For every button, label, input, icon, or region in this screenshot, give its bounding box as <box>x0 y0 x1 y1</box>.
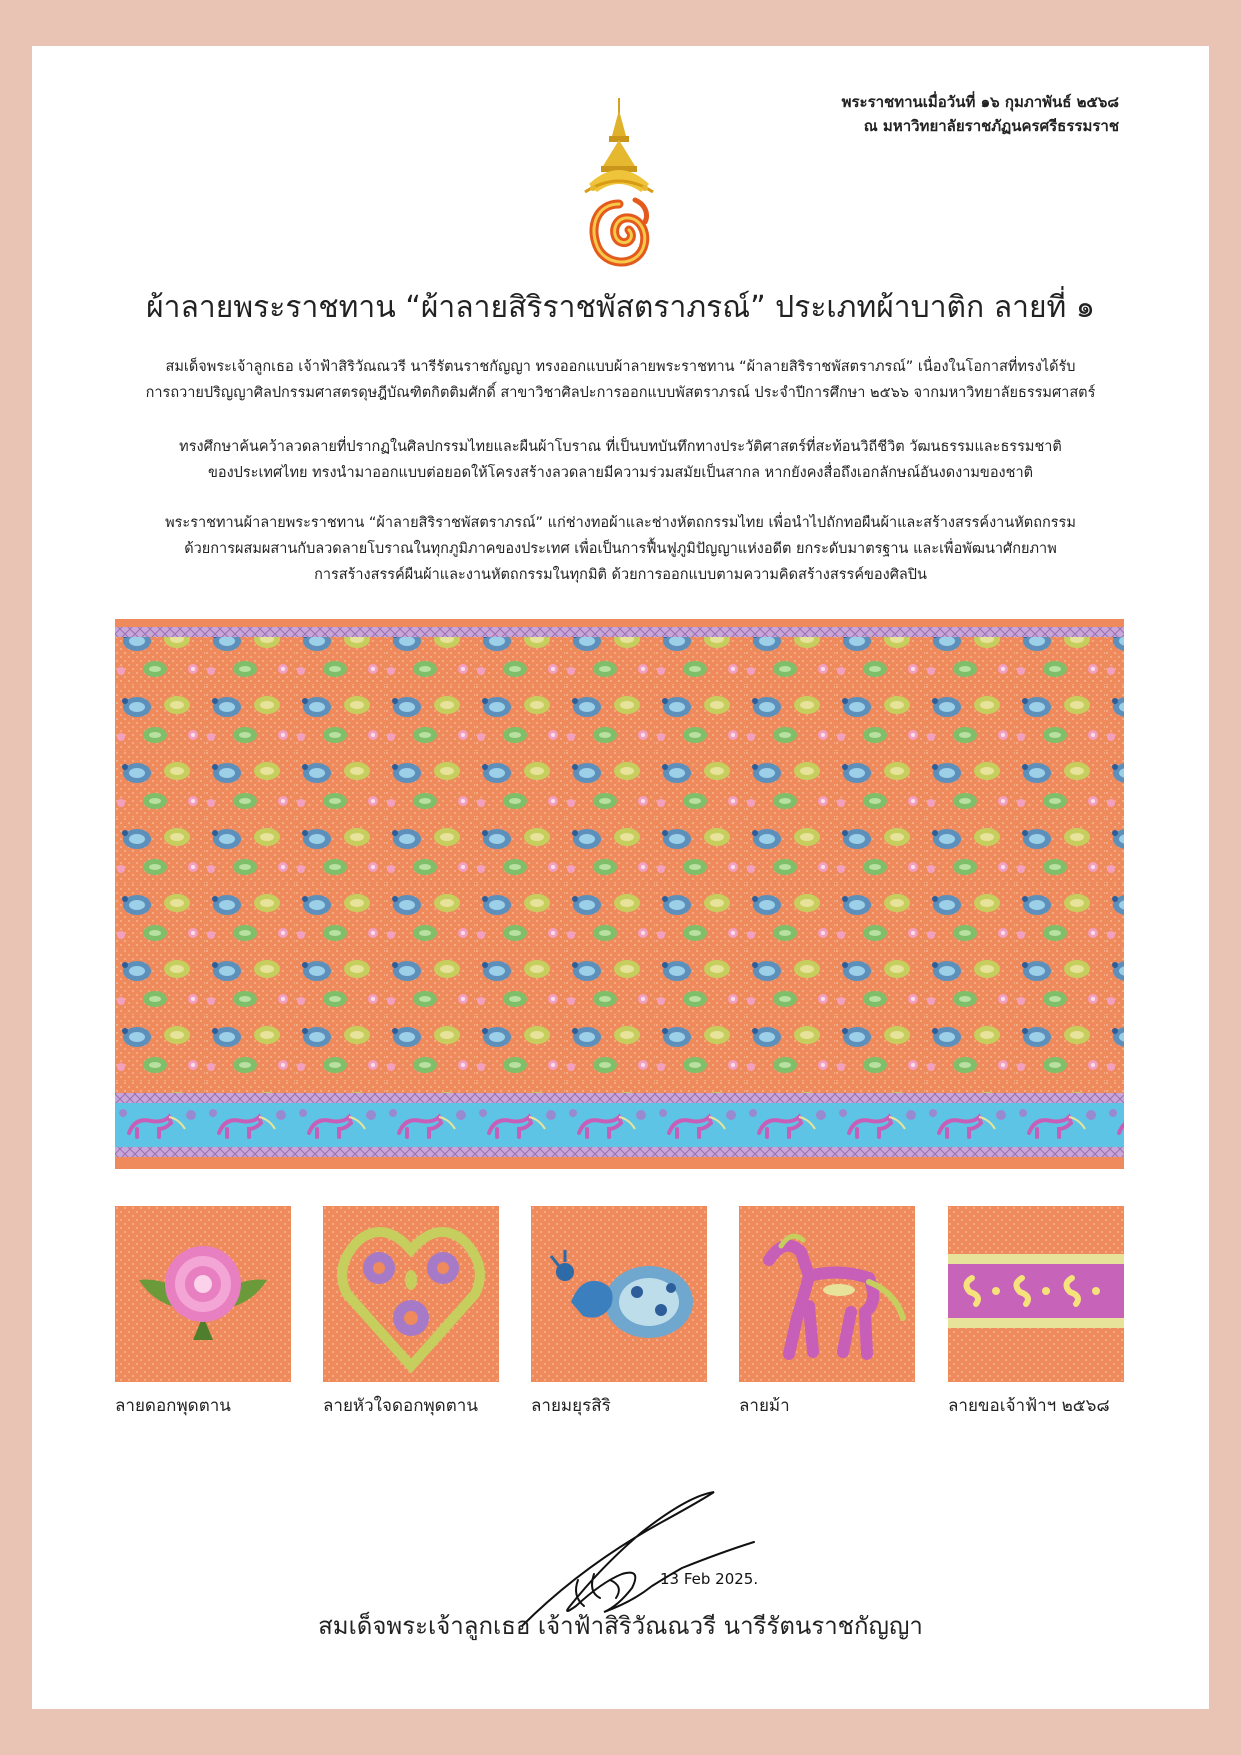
motif-label: ลายหัวใจดอกพุดตาน <box>323 1396 478 1416</box>
conferment-note <box>842 90 1119 138</box>
royal-cypher-emblem-icon <box>579 96 659 276</box>
motif-label: ลายม้า <box>739 1396 790 1416</box>
motif-horse <box>739 1206 915 1419</box>
batik-fabric-pattern <box>115 619 1124 1169</box>
page-title: ผ้าลายพระราชทาน “ผ้าลายสิริราชพัสตราภรณ์” ประเภทผ้าบาติก ลายที่ ๑ <box>146 290 1095 325</box>
peony-flower-icon <box>115 1206 291 1382</box>
motif-gallery <box>115 1206 1124 1416</box>
motif-heart-peony <box>323 1206 499 1419</box>
paragraph-purpose: พระราชทานผ้าลายพระราชทาน “ผ้าลายสิริราชพัสตราภรณ์” แก่ช่างทอผ้าและช่างหัตถกรรมไทย เพื่อนำไปถักทอผืนผ้าและสร้างสรรค์งานหัตถกรรม ด้วยการผสมผสานกับลวดลายโบราณในทุกภูมิภาคของประเทศ เพื่อเป็นการฟื้นฟูภูมิปัญญาแห่งอดีต ยกระดับมาตรฐาน และเพื่อพัฒนาศักยภาพ การสร้างสรรค์ผืนผ้าและงานหัตถกรรมในทุกมิติ ด้วยการออกแบบตามความคิดสร้างสรรค์ของศิลปิน <box>165 515 1076 583</box>
motif-label: ลายมยุรสิริ <box>531 1396 611 1416</box>
motif-peony <box>115 1206 291 1419</box>
document-sheet <box>32 46 1209 1709</box>
motif-label: ลายขอเจ้าฟ้าฯ ๒๕๖๘ <box>948 1396 1110 1416</box>
motif-peacock <box>531 1206 707 1419</box>
horse-icon <box>739 1206 915 1382</box>
signature-date: 13 Feb 2025. <box>660 1570 759 1588</box>
heart-peony-icon <box>323 1206 499 1382</box>
hook-band-icon <box>948 1206 1124 1382</box>
conferment-date: พระราชทานเมื่อวันที่ ๑๖ กุมภาพันธ์ ๒๕๖๘ <box>841 93 1119 111</box>
conferment-place: ณ มหาวิทยาลัยราชภัฏนครศรีธรรมราช <box>863 117 1119 135</box>
motif-hook-band <box>948 1206 1124 1419</box>
peacock-icon <box>531 1206 707 1382</box>
paragraph-research: ทรงศึกษาค้นคว้าลวดลายที่ปรากฏในศิลปกรรมไทยและผืนผ้าโบราณ ที่เป็นบทบันทึกทางประวัติศาสตร์ที่สะท้อนวิถีชีวิต วัฒนธรรมและธรรมชาติ ของประเทศไทย ทรงนำมาออกแบบต่อยอดให้โครงสร้างลวดลายมีความร่วมสมัยเป็นสากล หากยังคงสื่อถึงเอกลักษณ์อันงดงามของชาติ <box>179 439 1062 481</box>
paragraph-design-origin: สมเด็จพระเจ้าลูกเธอ เจ้าฟ้าสิริวัณณวรี นารีรัตนราชกัญญา ทรงออกแบบผ้าลายพระราชทาน “ผ้าลายสิริราชพัสตราภรณ์” เนื่องในโอกาสที่ทรงได้รับ การถวายปริญญาศิลปกรรมศาสตรดุษฎีบัณฑิตกิตติมศักดิ์ สาขาวิชาศิลปะการออกแบบพัสตราภรณ์ ประจำปีการศึกษา ๒๕๖๖ จากมหาวิทยาลัยธรรมศาสตร์ <box>145 359 1096 401</box>
signer-name: สมเด็จพระเจ้าลูกเธอ เจ้าฟ้าสิริวัณณวรี นารีรัตนราชกัญญา <box>318 1612 923 1640</box>
motif-label: ลายดอกพุดตาน <box>115 1396 231 1416</box>
